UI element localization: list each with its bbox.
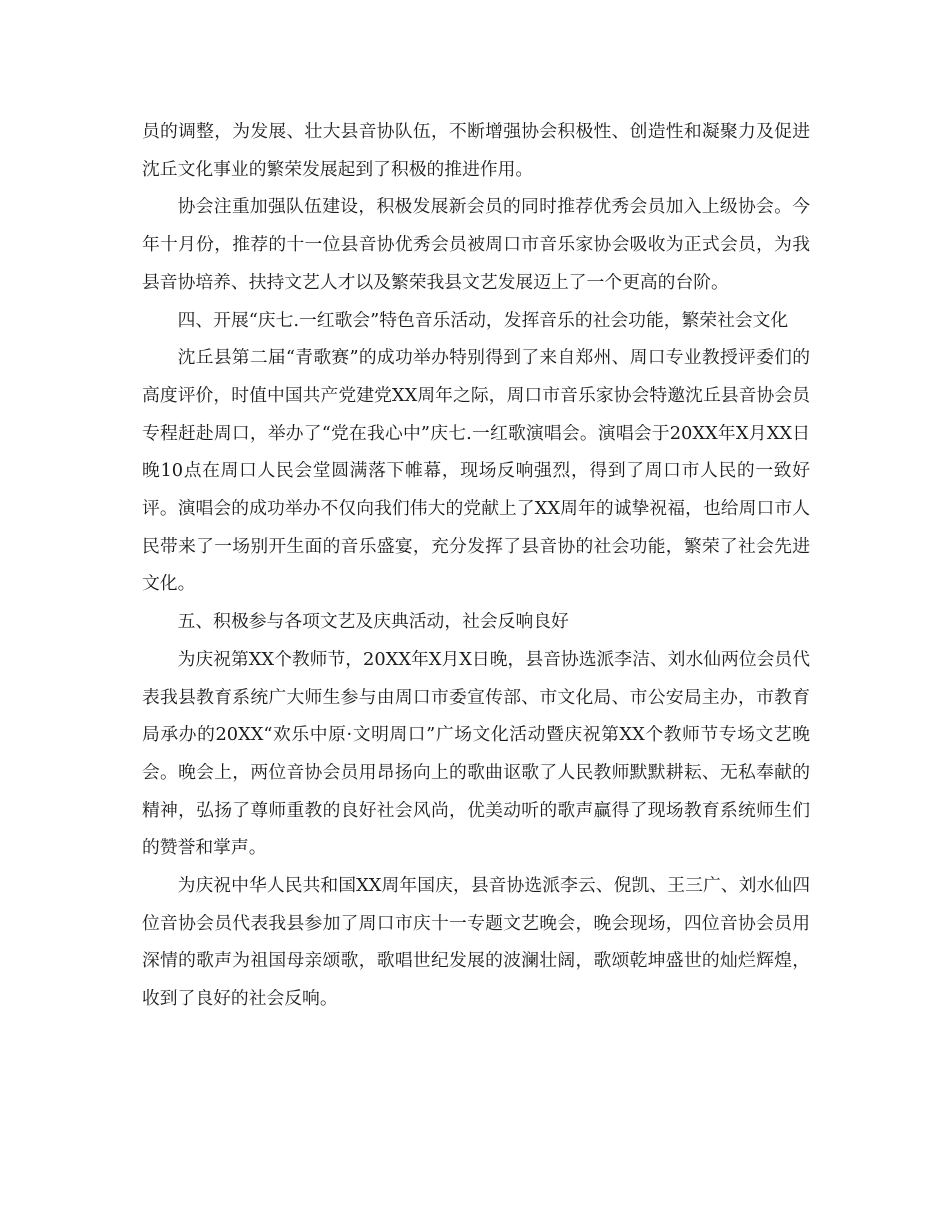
- paragraph-national-day: 为庆祝中华人民共和国XX周年国庆，县音协选派李云、倪凯、王三广、刘水仙四位音协会员代表我县参加了周口市庆十一专题文艺晚会，晚会现场，四位音协会员用深情的歌声为祖国母亲颂歌，歌唱世纪发展的波澜壮阔，歌颂乾坤盛世的灿烂辉煌，收到了良好的社会反响。: [142, 875, 810, 1010]
- section-heading-five: 五、积极参与各项文艺及庆典活动，社会反响良好: [177, 611, 569, 633]
- section-heading-four: 四、开展“庆七.一红歌会”特色音乐活动，发挥音乐的社会功能，繁荣社会文化: [177, 309, 789, 331]
- paragraph-red-song-concert: 沈丘县第二届“青歌赛”的成功举办特别得到了来自郑州、周口专业教授评委们的高度评价，时值中国共产党建党XX周年之际，周口市音乐家协会特邀沈丘县音协会员专程赶赴周口，举办了“党在我心中”庆七.一红歌演唱会。演唱会于20XX年X月XX日晚10点在周口人民会堂圆满落下帷幕，现场反响强烈，得到了周口市人民的一致好评。演唱会的成功举办不仅向我们伟大的党献上了XX周年的诚挚祝福，也给周口市人民带来了一场别开生面的音乐盛宴，充分发挥了县音协的社会功能，繁荣了社会先进文化。: [142, 347, 810, 595]
- paragraph-team-building: 协会注重加强队伍建设，积极发展新会员的同时推荐优秀会员加入上级协会。今年十月份，推荐的十一位县音协优秀会员被周口市音乐家协会吸收为正式会员，为我县音协培养、扶持文艺人才以及繁荣我县文艺发展迈上了一个更高的台阶。: [142, 196, 810, 293]
- document-body: [142, 113, 810, 1018]
- paragraph-continuation: 员的调整，为发展、壮大县音协队伍，不断增强协会积极性、创造性和凝聚力及促进沈丘文化事业的繁荣发展起到了积极的推进作用。: [142, 121, 810, 180]
- paragraph-teachers-day: 为庆祝第XX个教师节，20XX年X月X日晚，县音协选派李洁、刘水仙两位会员代表我县教育系统广大师生参与由周口市委宣传部、市文化局、市公安局主办，市教育局承办的20XX“欢乐中原·文明周口”广场文化活动暨庆祝第XX个教师节专场文艺晚会。晚会上，两位音协会员用昂扬向上的歌曲讴歌了人民教师默默耕耘、无私奉献的精神，弘扬了尊师重教的良好社会风尚，优美动听的歌声赢得了现场教育系统师生们的赞誉和掌声。: [142, 648, 810, 859]
